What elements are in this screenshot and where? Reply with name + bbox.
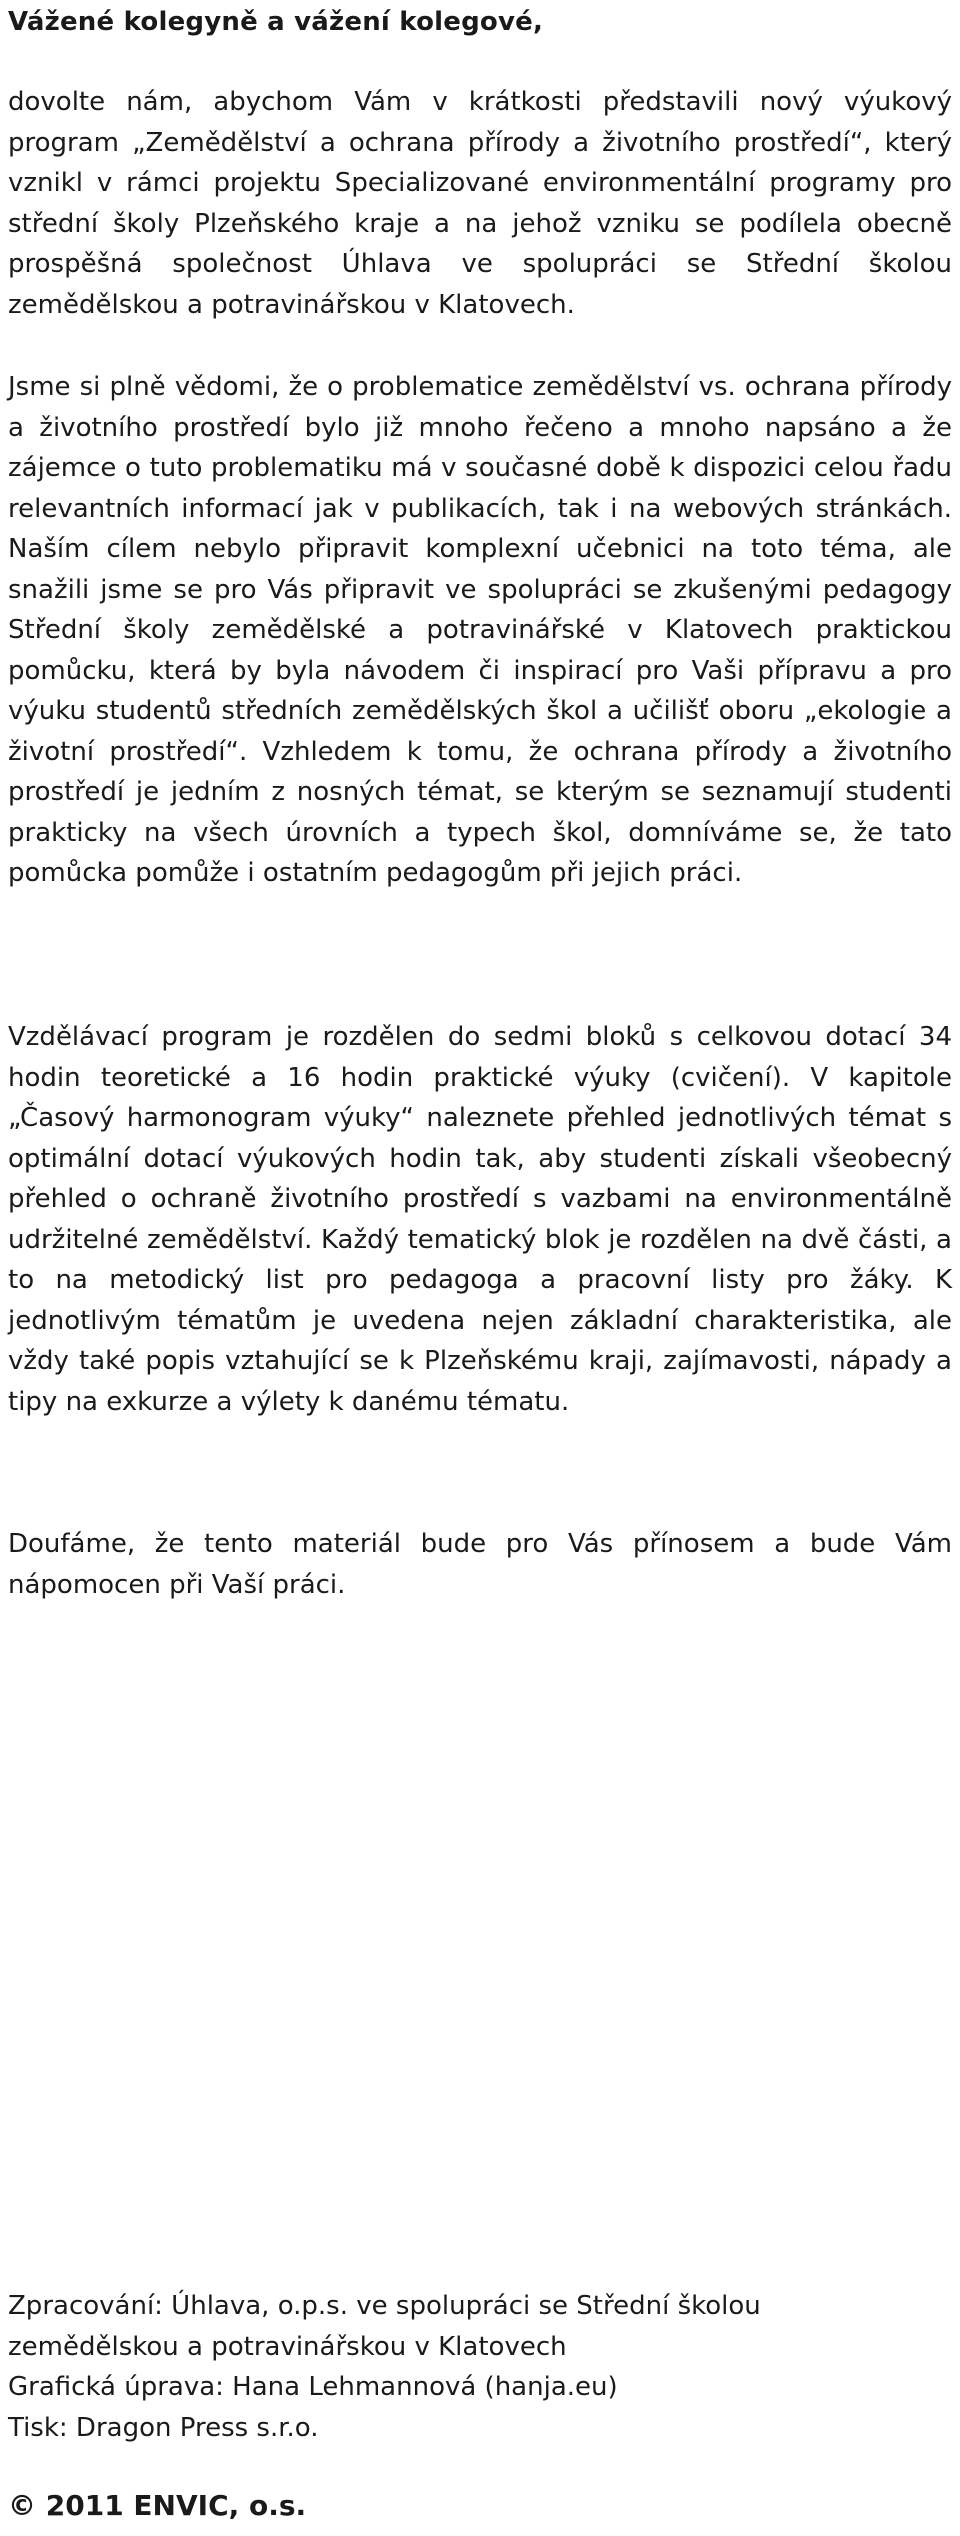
context-paragraph: Jsme si plně vědomi, že o problematice zemědělství vs. ochrana přírody a životního prostředí bylo již mnoho řečeno a mnoho napsáno a že zájemce o tuto problematiku má v současné době k dispozici celou řadu relevantních informací jak v publikacích, tak i na webových stránkách. Naším cílem nebylo připravit komplexní učebnici na toto téma, ale snažili jsme se pro Vás připravit ve spolupráci se zkušenými pedagogy Střední školy zemědělské a potravinářské v Klatovech praktickou pomůcku, která by byla návodem či inspirací pro Vaši přípravu a pro výuku studentů středních zemědělských škol a učilišť oboru „ekologie a životní prostředí“. Vzhledem k tomu, že ochrana přírody a životního prostředí je jedním z nosných témat, se kterým se seznamují studenti prakticky na všech úrovních a typech škol, domníváme se, že tato pomůcka pomůže i ostatním pedagogům při jejich práci.	[8, 372, 952, 888]
credit-line-processing: Zpracování: Úhlava, o.p.s. ve spolupráci se Střední školou	[8, 2291, 761, 2321]
credit-line-graphics: Grafická úprava: Hana Lehmannová (hanja.eu)	[8, 2372, 618, 2402]
copyright-notice: © 2011 ENVIC, o.s.	[8, 2489, 307, 2522]
credit-line-processing-cont: zemědělskou a potravinářskou v Klatovech	[8, 2331, 567, 2362]
program-structure-paragraph: Vzdělávací program je rozdělen do sedmi bloků s celkovou dotací 34 hodin teoretické a 16 hodin praktické výuky (cvičení). V kapitole „Časový harmonogram výuky“ naleznete přehled jednotlivých témat s optimální dotací výukových hodin tak, aby studenti získali všeobecný přehled o ochraně životního prostředí s vazbami na environmentálně udržitelné zemědělství. Každý tematický blok je rozdělen na dvě části, a to na metodický list pro pedagoga a pracovní listy pro žáky. K jednotlivým tématům je uvedena nejen základní charakteristika, ale vždy také popis vztahující se k Plzeňskému kraji, zajímavosti, nápady a tipy na exkurze a výlety k danému tématu.	[8, 1022, 952, 1417]
credit-line-print: Tisk: Dragon Press s.r.o.	[8, 2412, 319, 2443]
salutation-heading: Vážené kolegyně a vážení kolegové,	[8, 7, 544, 37]
document-page	[8, 0, 952, 2536]
intro-paragraph: dovolte nám, abychom Vám v krátkosti představili nový výukový program „Zemědělství a ochrana přírody a životního prostředí“, který vznikl v rámci projektu Specializované environmentální programy pro střední školy Plzeňského kraje a na jehož vzniku se podílela obecně prospěšná společnost Úhlava ve spolupráci se Střední školou zemědělskou a potravinářskou v Klatovech.	[8, 87, 952, 320]
credits-block	[8, 2286, 952, 2448]
closing-paragraph: Doufáme, že tento materiál bude pro Vás přínosem a bude Vám nápomocen při Vaší práci.	[8, 1529, 952, 1600]
